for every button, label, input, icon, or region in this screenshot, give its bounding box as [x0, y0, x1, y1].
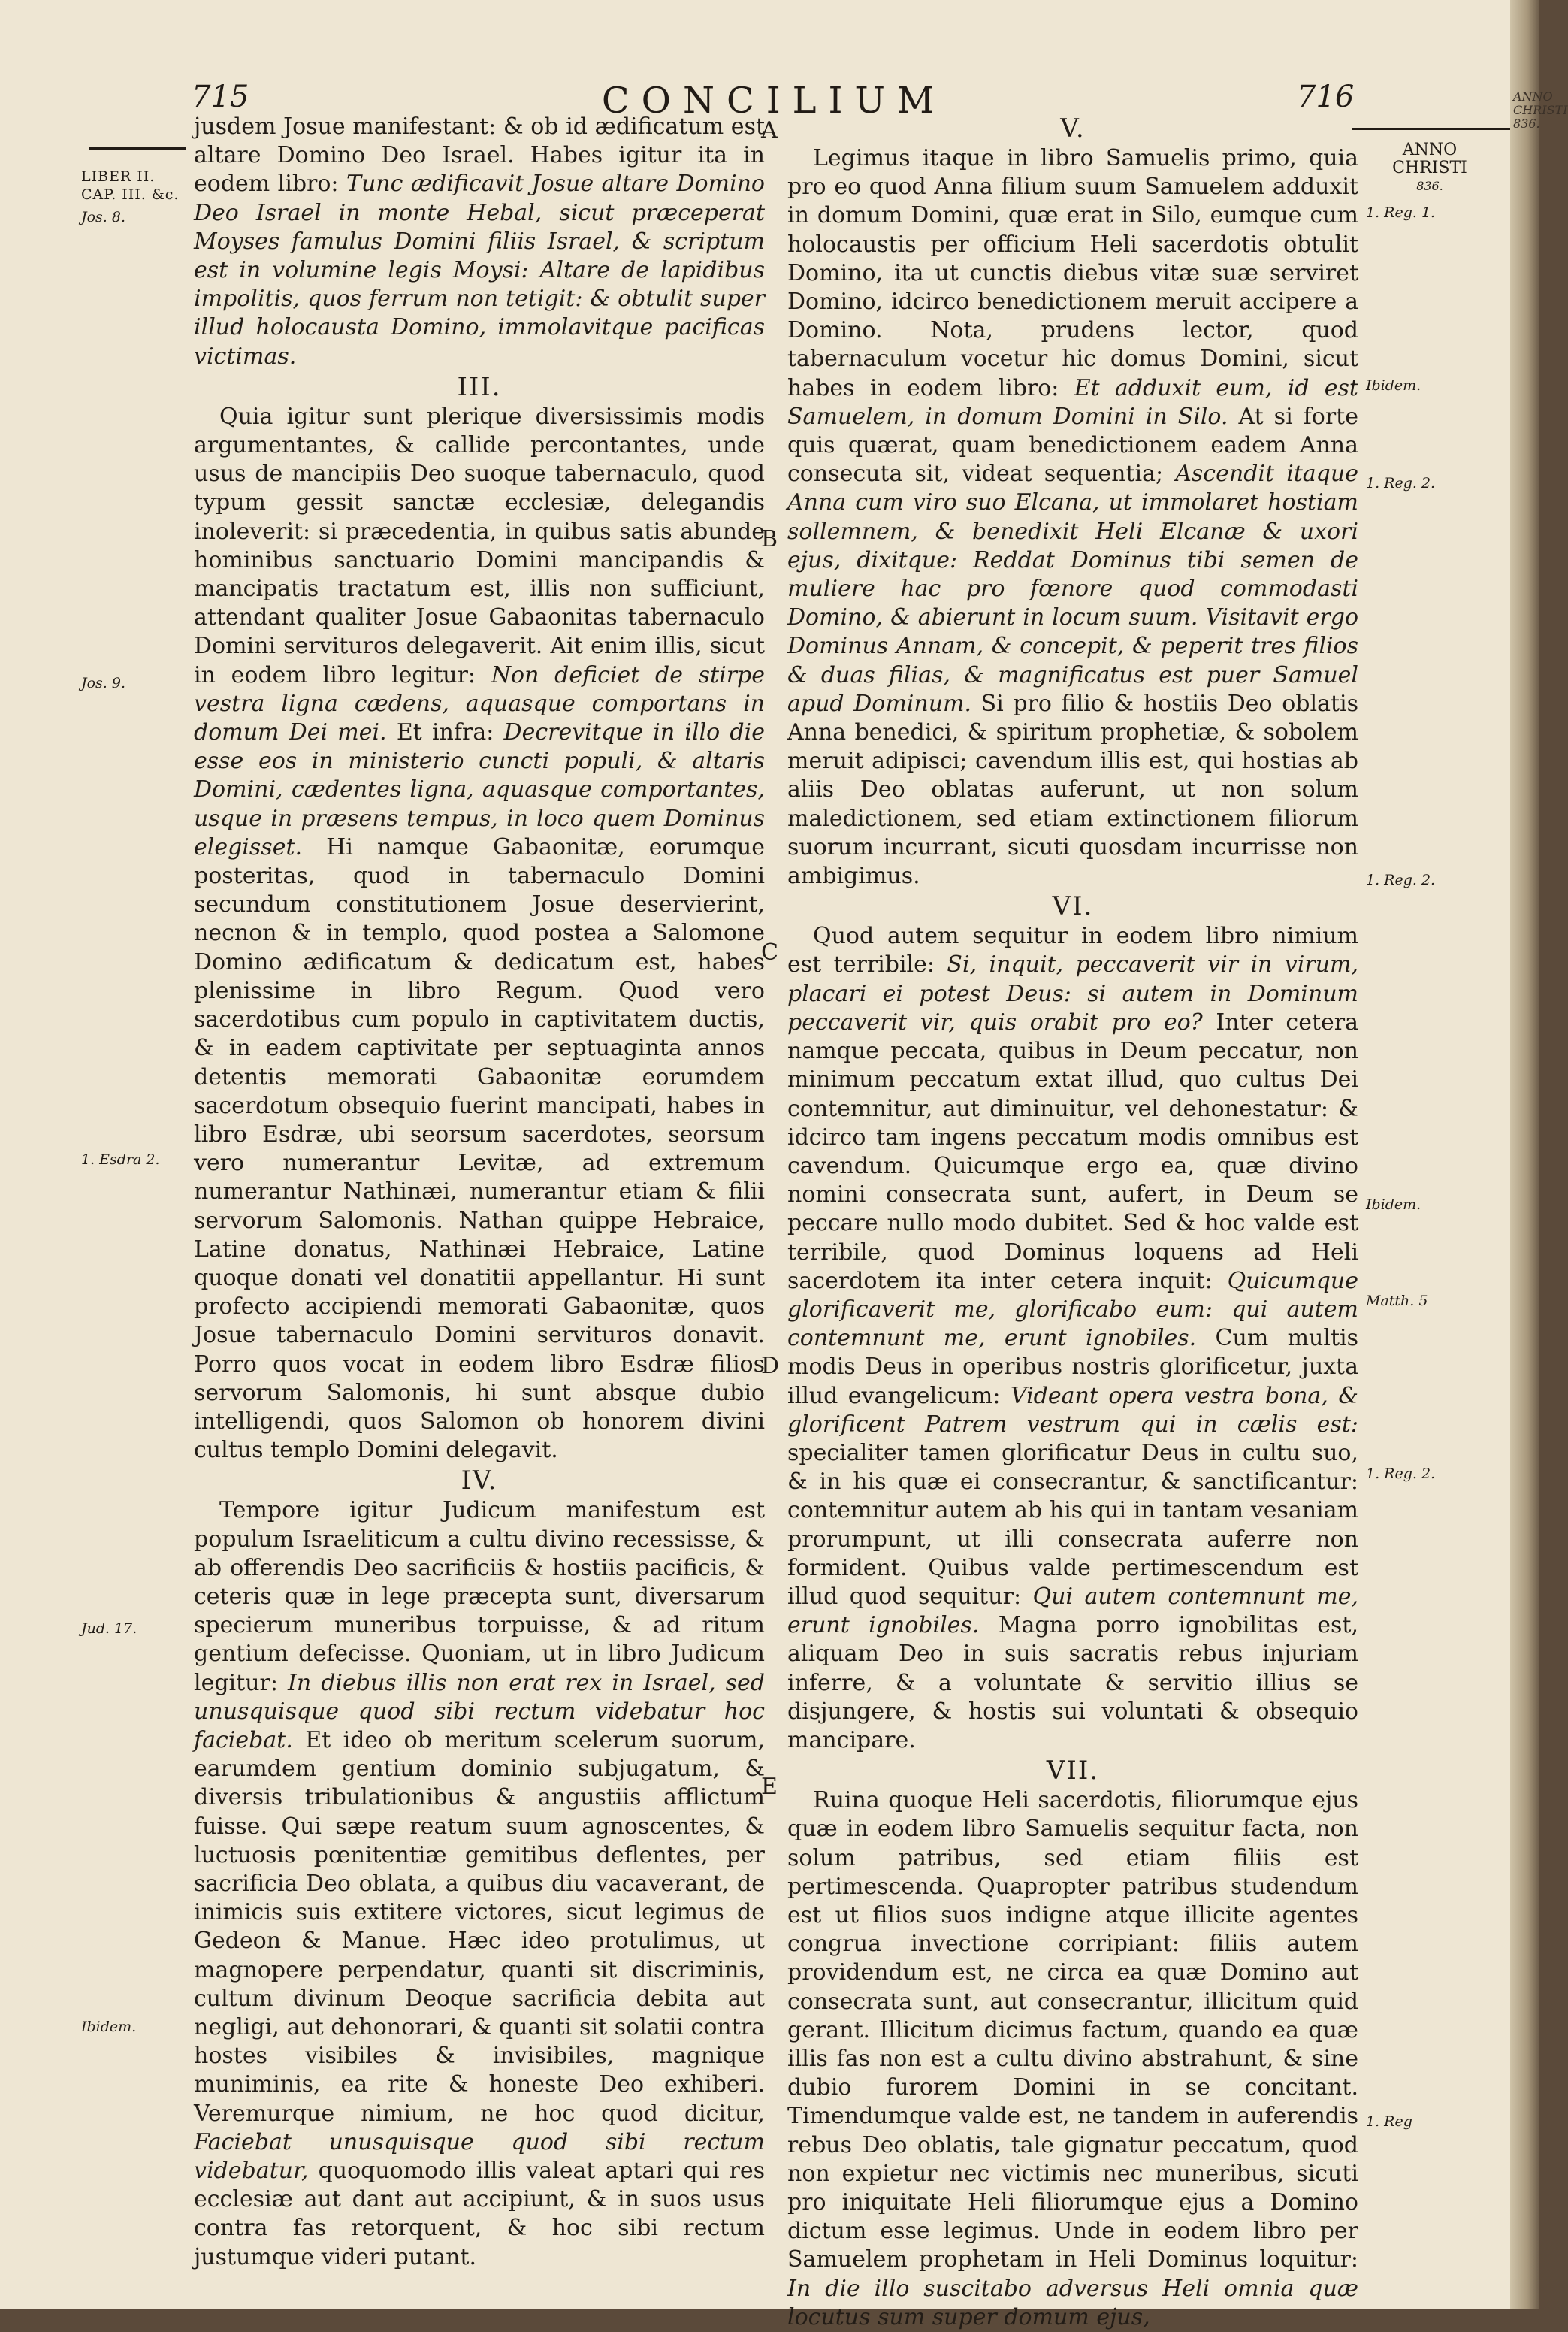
section-heading: VII.	[1046, 1756, 1100, 1786]
section-heading: V.	[1060, 113, 1086, 144]
section-letter: A	[761, 117, 778, 144]
paragraph	[194, 113, 765, 371]
margin-note: 1. Reg	[1366, 2113, 1412, 2130]
margin-note: 1. Reg. 1.	[1366, 204, 1436, 221]
margin-note: Ibidem.	[1366, 377, 1421, 394]
section-letter: D	[761, 1353, 780, 1379]
section-letter: C	[761, 939, 778, 966]
text-run: Et ideo ob meritum scelerum suorum, earumdem gentium dominio subjugatum, & diversis tribulationibus & angustiis afflictum fuisse. Qui sæpe reatum suum agnoscentes, & luctuosis pœnitentiæ gemitibus deflentes, per sacrificia Deo oblata, a quibus diu vacaverant, de inimicis suis extitere victores, sicut legimus de Gedeon & Manue. Hæc ideo protulimus, ut magnopere perpendatur, quanti sit discriminis, cultum divinum Deoque sacrificia debita aut negligi, aut dehonorari, & quanti sit solatii contra hostes visibiles & invisibiles, magnique muniminis, ea rite & honeste Deo exhiberi. Veremurque nimium, ne hoc quod dicitur,	[194, 1726, 765, 2127]
scripture-quote: In die illo suscitabo adversus Heli omnia quæ locutus sum super domum ejus,	[787, 2275, 1358, 2330]
facing-page-edge-text: ANNO CHRISTI 836.	[1513, 89, 1568, 131]
paragraph	[787, 1786, 1358, 2332]
header-rule-right	[1352, 128, 1510, 130]
section-heading: IV.	[461, 1465, 498, 1496]
scripture-quote: Ascendit itaque Anna cum viro suo Elcana, ut immolaret hostiam sollemnem, & benedixit Heli Elcanæ & uxori ejus, dixitque: Reddat Dominus tibi semen de muliere hac pro fœnore quod commodasti Domino, & abierunt in locum suum. Visitavit ergo Dominus Annam, & concepit, & peperit tres filios & duas filias, & magnificatus est puer Samuel apud Dominum.	[787, 461, 1358, 717]
paragraph	[194, 403, 765, 1465]
right-page-number: 716	[1297, 80, 1355, 114]
scripture-quote: Si, inquit, peccaverit vir in virum, placari ei potest Deus: si autem in Dominum peccaverit vir, quis orabit pro eo?	[787, 951, 1358, 1036]
text-run: Magna porro ignobilitas est, aliquam Deo in suis sacratis rebus injuriam inferre, & a voluntate & servitio illius se disjungere, & hostis sui voluntati & obsequio mancipare.	[787, 1612, 1358, 1753]
text-run: Inter cetera namque peccata, quibus in Deum peccatur, non minimum peccatum extat illud, quo cultus Dei contemnitur, aut diminuitur, vel dehonestatur: & idcirco tam ingens peccatum modis omnibus est cavendum. Quicumque ergo ea, quæ divino nomini consecrata sunt, aufert, in Deum se peccare nullo modo dubitet. Sed & hoc valde est terribile, quod Dominus loquens ad Heli sacerdotem ita inter cetera inquit:	[787, 1009, 1358, 1294]
section-heading: VI.	[1052, 891, 1094, 922]
left-column	[194, 113, 765, 2272]
scripture-quote: Quicumque glorificaverit me, glorificabo eum: qui autem contemnunt me, erunt ignobiles.	[787, 1267, 1358, 1352]
paragraph	[194, 1496, 765, 2271]
margin-note: 1. Reg. 2.	[1366, 1465, 1436, 1482]
anno-label: ANNO	[1402, 141, 1458, 159]
scripture-quote: Non deficiet de stirpe vestra ligna cædens, aquasque comportans in domum Dei mei.	[194, 661, 766, 746]
paragraph	[787, 144, 1358, 891]
text-run: jusdem Josue manifestant: & ob id ædificatum est altare Domino Deo Israel. Habes igitur ita in eodem libro:	[194, 113, 765, 198]
header-rule-left	[89, 147, 186, 150]
scripture-quote: In diebus illis non erat rex in Israel, sed unusquisque quod sibi rectum videbatur hoc faciebat.	[194, 1669, 765, 1753]
anno-year: 836.	[1416, 179, 1443, 193]
margin-note: Ibidem.	[81, 2019, 137, 2035]
right-column	[787, 113, 1358, 2332]
margin-note: Jos. 9.	[81, 675, 126, 691]
text-run: At si forte quis quærat, quam benedictionem eadem Anna consecuta sit, videat sequentia;	[787, 403, 1358, 488]
scripture-quote: Decrevitque in illo die esse eos in ministerio cuncti populi, & altaris Domini, cædentes ligna, aquasque comportantes, usque in præsens tempus, in loco quem Dominus elegisset.	[194, 719, 765, 861]
section-heading: III.	[457, 371, 502, 402]
margin-anno-christi	[1373, 141, 1486, 195]
text-run: specialiter tamen glorificatur Deus in cultu suo, & in his quæ ei consecrantur, & sanctificantur: contemnitur autem ab his qui in tantam vesaniam prorumpunt, ut illi consecrata auferre non formident. Quibus valde pertimescendum est illud quod sequitur:	[787, 1439, 1358, 1610]
text-run: Hi namque Gabaonitæ, eorumque posteritas, quod in tabernaculo Domini secundum constitutionem Josue deservierint, necnon & in templo, quod postea a Salomone Domino ædificatum & dedicatum est, habes plenissime in libro Regum. Quod vero sacerdotibus cum populo in captivitatem ductis, & in eadem captivitate per septuaginta annos detentis memorati Gabaonitæ eorumdem sacerdotum obsequio fuerint mancipati, habes in libro Esdræ, ubi seorsum sacerdotes, seorsum vero numerantur Levitæ, ad extremum numerantur Nathinæi, numerantur etiam & filii servorum Salomonis. Nathan quippe Hebraice, Latine donatus, Nathinæi Hebraice, Latine quoque donati vel donatitii appellantur. Hi sunt profecto accipiendi memorati Gabaonitæ, quos Josue tabernaculo Domini servituros donavit. Porro quos vocat in eodem libro Esdræ filios servorum Salomonis, hi sunt absque dubio intelligendi, quos Salomon ob honorem divini cultus templo Domini delegavit.	[194, 833, 765, 1464]
margin-note: Ibidem.	[1366, 1196, 1421, 1213]
christi-label: CHRISTI	[1392, 159, 1467, 177]
text-run: Tempore igitur Judicum manifestum est populum Israeliticum a cultu divino recessisse, & ab offerendis Deo sacrificiis & hostiis pacificis, & ceteris quæ in lege præcepta sunt, diversarum specierum muneribus torpuisse, & ad ritum gentium defecisse. Quoniam, ut in libro Judicum legitur:	[194, 1497, 765, 1696]
running-title: CONCILIUM	[601, 80, 947, 122]
section-letter: E	[761, 1774, 778, 1800]
text-run: Quia igitur sunt plerique diversissimis modis argumentantes, & callide percontantes, unde usus de mancipiis Deo suoque tabernaculo, quod typum gessit sanctæ ecclesiæ, delegandis inoleverit: si præcedentia, in quibus satis abunde hominibus sanctuario Domini mancipandis & mancipatis tractatum est, illis non sufficiunt, attendant qualiter Josue Gabaonitas tabernaculo Domini servituros delegaverit. Ait enim illis, sicut in eodem libro legitur:	[194, 403, 765, 688]
margin-note: Matth. 5	[1366, 1293, 1428, 1309]
section-letter: B	[761, 526, 778, 552]
margin-liber: LIBER II.	[81, 168, 156, 185]
margin-note: Jud. 17.	[81, 1620, 137, 1637]
margin-note: 1. Reg. 2.	[1366, 872, 1436, 888]
margin-note: 1. Esdra 2.	[81, 1151, 160, 1168]
text-run: Legimus itaque in libro Samuelis primo, quia pro eo quod Anna filium suum Samuelem adduxit in domum Domini, quæ erat in Silo, eumque cum holocaustis per officium Heli sacerdotis obtulit Domino, ita ut cunctis diebus vitæ suæ serviret Domino, idcirco benedictionem meruit accipere a Domino. Nota, prudens lector, quod tabernaculum vocetur hic domus Domini, sicut habes in eodem libro:	[787, 145, 1358, 401]
scripture-quote: Tunc ædificavit Josue altare Domino Deo Israel in monte Hebal, sicut præceperat Moyses famulus Domini filiis Israel, & scriptum est in volumine legis Moysi: Altare de lapidibus impolitis, quos ferrum non tetigit: & obtulit super illud holocausta Domino, immolavitque pacificas victimas.	[194, 171, 765, 370]
margin-note: 1. Reg. 2.	[1366, 475, 1436, 492]
margin-cap: CAP. III. &c.	[81, 186, 180, 203]
scripture-quote: Videant opera vestra bona, & glorificent Patrem vestrum qui in cælis est:	[787, 1382, 1358, 1438]
scripture-quote: Qui autem contemnunt me, erunt ignobiles.	[787, 1583, 1358, 1639]
scripture-quote: Faciebat unusquisque quod sibi rectum videbatur,	[194, 2128, 765, 2185]
text-run: Ruina quoque Heli sacerdotis, filiorumque ejus quæ in eodem libro Samuelis sequitur facta, non solum patribus, sed etiam filiis est pertimescenda. Quapropter patribus studendum est ut filios suos indigne atque illicite agentes congrua invectione corripiant: filiis autem providendum est, ne circa ea quæ Domino aut consecrata sunt, aut consecrantur, illicitum quid gerant. Illicitum dicimus factum, quando ea quæ illis fas non est a cultu divino abstrahunt, & sine dubio furorem Domini in se concitant. Timendumque valde est, ne tandem in auferendis rebus Deo oblatis, tale gignatur peccatum, quod non expietur nec victimis nec muneribus, sicuti pro iniquitate Heli filiorumque ejus a Domino dictum esse legimus. Unde in eodem libro per Samuelem prophetam in Heli Dominus loquitur:	[787, 1787, 1358, 2273]
text-run: Si pro filio & hostiis Deo oblatis Anna benedici, & spiritum prophetiæ, & sobolem meruit adipisci; cavendum illis est, qui hostias ab aliis Deo oblatas auferunt, ut non solum maledictionem, sed etiam extinctionem filiorum suorum incurrant, sicuti quosdam incurrisse non ambigimus.	[787, 690, 1358, 890]
text-run: Et infra:	[396, 719, 494, 746]
margin-note: Jos. 8.	[81, 209, 126, 225]
text-run: quoquomodo illis valeat aptari qui res ecclesiæ aut dant aut accipiunt, & in suos usus contra fas retorquent, & hoc sibi rectum justumque videri putant.	[194, 2158, 765, 2270]
left-page-number: 715	[192, 80, 249, 114]
scripture-quote: Et adduxit eum, id est Samuelem, in domum Domini in Silo.	[787, 374, 1358, 430]
text-run: Quod autem sequitur in eodem libro nimium est terribile:	[787, 923, 1358, 978]
paragraph	[787, 922, 1358, 1755]
text-run: Cum multis modis Deus in operibus nostris glorificetur, juxta illud evangelicum:	[787, 1325, 1358, 1409]
